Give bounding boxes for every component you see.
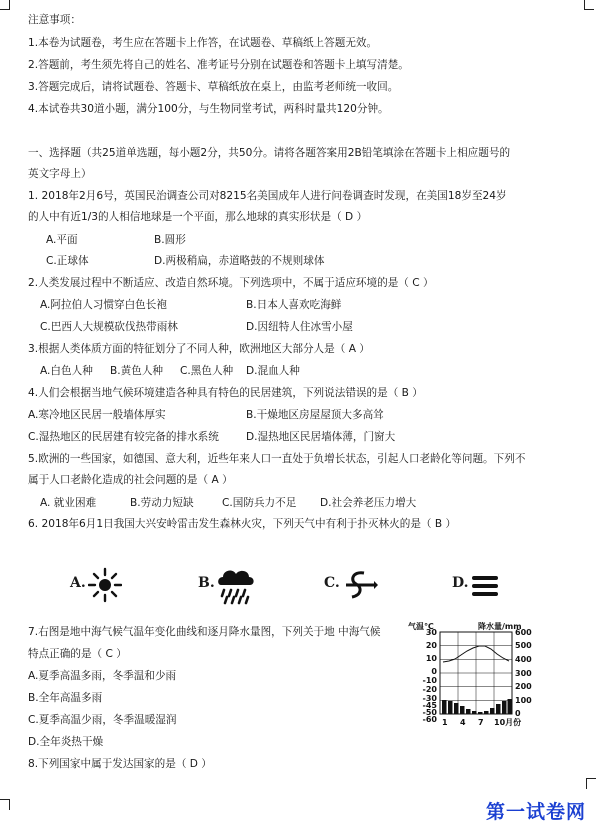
x-tick-label: 4 xyxy=(460,718,466,727)
precipitation-bar xyxy=(490,708,495,714)
question-7-option-d: D.全年炎热干燥 xyxy=(28,736,104,748)
question-4-option-b: B.干燥地区房屋屋顶大多高耸 xyxy=(246,409,384,421)
right-tick-label: 0 xyxy=(515,709,521,718)
left-tick-label: -50 xyxy=(422,708,437,717)
right-tick-label: 400 xyxy=(515,655,532,664)
question-4-option-c: C.湿热地区的民居建有较完备的排水系统 xyxy=(28,431,219,443)
precipitation-bar xyxy=(460,706,465,714)
precipitation-bars xyxy=(442,699,512,714)
question-7-stem: 7.右图是地中海气候气温年变化曲线和逐月降水量图，下列关于地 中海气候 xyxy=(28,626,381,638)
left-tick-label: 30 xyxy=(425,628,437,637)
question-5-option-a: A. 就业困难 xyxy=(40,497,97,509)
question-3-option-a: A.白色人种 xyxy=(40,365,93,377)
precipitation-bar xyxy=(448,701,453,714)
question-4-option-a: A.寒冷地区民居一般墙体厚实 xyxy=(28,409,166,421)
right-tick-label: 100 xyxy=(515,696,532,705)
question-7-option-a: A.夏季高温多雨，冬季温和少雨 xyxy=(28,670,177,682)
x-tick-label: 10月份 xyxy=(494,718,522,727)
chart-right-title: 降水量/mm xyxy=(478,622,522,631)
question-3-option-c: C.黑色人种 xyxy=(180,365,234,377)
sun-icon xyxy=(88,565,122,605)
precipitation-bar xyxy=(442,700,447,714)
question-6-option-b: B. xyxy=(198,575,215,591)
question-1-stem-cont: 的人中有近1/3的人相信地球是一个平面，那么地球的真实形状是（ D ） xyxy=(28,211,368,223)
chart-x-ticks xyxy=(442,717,521,727)
precipitation-bar xyxy=(508,699,512,714)
left-tick-label: -45 xyxy=(422,701,437,710)
notice-item: 4.本试卷共30道小题，满分100分，与生物同堂考试，两科时量共120分钟。 xyxy=(28,103,389,115)
question-5-option-d: D.社会养老压力增大 xyxy=(320,497,417,509)
question-2-option-b: B.日本人喜欢吃海鲜 xyxy=(246,299,342,311)
precipitation-bar xyxy=(454,703,459,714)
question-2-option-c: C.巴西人大规模砍伐热带雨林 xyxy=(40,321,178,333)
precipitation-bar xyxy=(472,711,477,714)
question-6-option-d: D. xyxy=(452,575,469,591)
question-7-option-c: C.夏季高温少雨，冬季温暖湿润 xyxy=(28,714,177,726)
left-tick-label: -60 xyxy=(422,715,437,724)
left-tick-label: -10 xyxy=(422,676,437,685)
question-3-stem: 3.根据人类体质方面的特征划分了不同人种，欧洲地区大部分人是（ A ） xyxy=(28,343,370,355)
corner-mark-bottom-left xyxy=(0,799,10,810)
question-1-option-c: C.正球体 xyxy=(46,255,89,267)
question-4-stem: 4.人们会根据当地气候环境建造各种具有特色的民居建筑，下列说法错误的是（ B ） xyxy=(28,387,423,399)
question-5-stem: 5.欧洲的一些国家，如德国、意大利，近些年来人口一直处于负增长状态，引起人口老龄化等问题。下列不 xyxy=(28,453,526,465)
precipitation-bar xyxy=(466,709,471,714)
chart-left-title: 气温℃ xyxy=(408,622,434,631)
question-4-option-d: D.湿热地区民居墙体薄，门窗大 xyxy=(246,431,396,443)
typhoon-icon xyxy=(342,565,378,605)
climate-chart xyxy=(408,621,538,727)
precipitation-bar xyxy=(478,712,483,714)
right-tick-label: 200 xyxy=(515,682,532,691)
left-tick-label: -30 xyxy=(422,694,437,703)
corner-mark-top-left xyxy=(0,0,10,10)
precipitation-bar xyxy=(484,711,489,714)
question-1-option-b: B.圆形 xyxy=(154,234,186,246)
notice-item: 2.答题前，考生须先将自己的姓名、准考证号分别在试题卷和答题卡上填写清楚。 xyxy=(28,59,409,71)
left-tick-label: -20 xyxy=(422,685,437,694)
left-tick-label: 20 xyxy=(425,641,437,650)
question-8-stem: 8.下列国家中属于发达国家的是（ D ） xyxy=(28,758,212,770)
precipitation-bar xyxy=(496,704,501,714)
question-6-option-a: A. xyxy=(70,575,86,591)
question-2-stem: 2.人类发展过程中不断适应、改造自然环境。下列选项中，不属于适应环境的是（ C ） xyxy=(28,277,434,289)
question-6-stem: 6. 2018年6月1日我国大兴安岭雷击发生森林火灾，下列天气中有利于扑灭林火的是（ B ） xyxy=(28,518,457,530)
corner-mark-bottom-right xyxy=(586,778,596,789)
site-watermark: 第一试卷网 xyxy=(486,801,587,823)
question-1-option-d: D.两极稍扁，赤道略鼓的不规则球体 xyxy=(154,255,325,267)
question-6-option-c: C. xyxy=(324,575,340,591)
heavy-rain-icon xyxy=(215,565,257,605)
chart-right-ticks xyxy=(515,628,532,718)
question-3-option-b: B.黄色人种 xyxy=(110,365,164,377)
question-1-stem: 1. 2018年2月6号，英国民治调查公司对8215名美国成年人进行问卷调查时发现，在美国18岁至24岁 xyxy=(28,190,507,202)
question-5-option-c: C.国防兵力不足 xyxy=(222,497,297,509)
precipitation-bar xyxy=(502,701,507,714)
question-7-option-b: B.全年高温多雨 xyxy=(28,692,103,704)
section-heading: 一、选择题（共25道单选题，每小题2分，共50分。请将各题答案用2B铅笔填涂在答题卡上相应题号的 xyxy=(28,147,511,159)
section-heading-cont: 英文字母上） xyxy=(28,168,92,180)
right-tick-label: 500 xyxy=(515,641,532,650)
question-5-option-b: B.劳动力短缺 xyxy=(130,497,194,509)
fog-icon xyxy=(470,565,500,605)
chart-left-ticks xyxy=(423,628,438,724)
right-tick-label: 600 xyxy=(515,628,532,637)
question-5-stem-cont: 属于人口老龄化造成的社会问题的是（ A ） xyxy=(28,474,233,486)
left-tick-label: 10 xyxy=(425,654,437,663)
question-7-stem-cont: 特点正确的是（ C ） xyxy=(28,648,127,660)
x-tick-label: 7 xyxy=(478,718,484,727)
notice-title: 注意事项： xyxy=(28,14,81,26)
question-1-option-a: A.平面 xyxy=(46,234,78,246)
question-3-option-d: D.混血人种 xyxy=(246,365,300,377)
notice-item: 3.答题完成后，请将试题卷、答题卡、草稿纸放在桌上，由监考老师统一收回。 xyxy=(28,81,399,93)
question-2-option-a: A.阿拉伯人习惯穿白色长袍 xyxy=(40,299,167,311)
notice-item: 1.本卷为试题卷，考生应在答题卡上作答，在试题卷、草稿纸上答题无效。 xyxy=(28,37,378,49)
right-tick-label: 300 xyxy=(515,669,532,678)
question-2-option-d: D.因纽特人住冰雪小屋 xyxy=(246,321,353,333)
corner-mark-top-right xyxy=(584,0,594,10)
left-tick-label: 0 xyxy=(431,667,437,676)
x-tick-label: 1 xyxy=(442,718,448,727)
